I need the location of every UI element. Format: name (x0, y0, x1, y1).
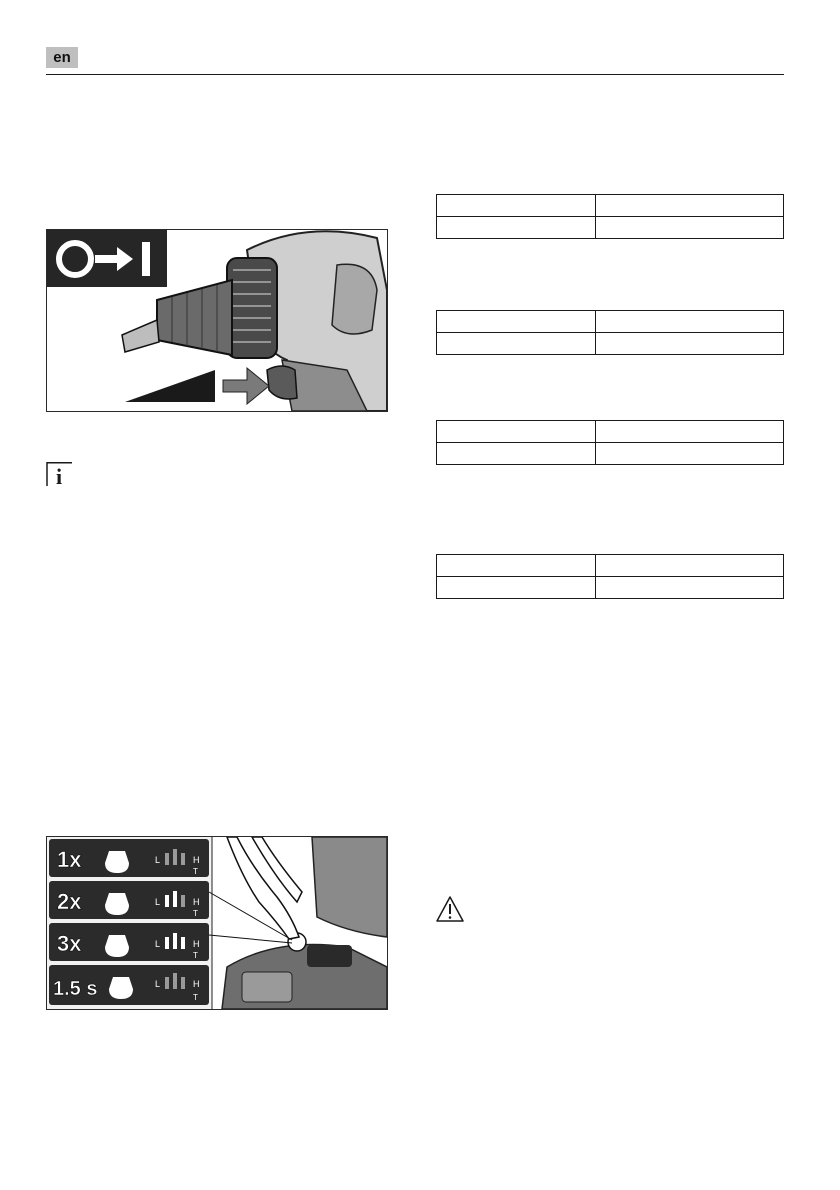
mode-row (49, 923, 209, 961)
mode-row-label: 1.5 s (53, 978, 98, 1000)
table-cell (596, 443, 784, 465)
spec-table (436, 420, 784, 465)
svg-text:T: T (193, 867, 198, 876)
svg-text:T: T (193, 909, 198, 918)
warning-icon (436, 896, 464, 922)
svg-text:T: T (193, 993, 198, 1002)
mode-row (49, 965, 209, 1005)
svg-text:L: L (155, 939, 161, 949)
svg-text:H: H (193, 855, 200, 865)
table-row (437, 195, 784, 217)
table-cell (437, 195, 596, 217)
table-cell (596, 217, 784, 239)
table-cell (437, 577, 596, 599)
table-cell (596, 333, 784, 355)
table-cell (596, 311, 784, 333)
spec-table (436, 194, 784, 239)
table-row (437, 577, 784, 599)
mode-row-label: 3x (57, 931, 82, 956)
mode-button-figure (46, 836, 388, 1010)
mode-row (49, 839, 209, 877)
table-cell (437, 217, 596, 239)
drill-switch-illustration (47, 230, 387, 411)
mode-selection-illustration (47, 837, 387, 1009)
spec-table (436, 310, 784, 355)
svg-text:L: L (155, 855, 161, 865)
svg-text:T: T (193, 951, 198, 960)
table-row (437, 217, 784, 239)
language-badge: en (46, 47, 78, 68)
svg-text:H: H (193, 979, 200, 989)
table-cell (596, 421, 784, 443)
table-row (437, 443, 784, 465)
table-cell (437, 421, 596, 443)
svg-text:H: H (193, 897, 200, 907)
table-cell (437, 555, 596, 577)
svg-text:i: i (55, 464, 63, 486)
table-cell (437, 311, 596, 333)
svg-text:H: H (193, 939, 200, 949)
svg-text:L: L (155, 897, 161, 907)
table-cell (596, 555, 784, 577)
mode-row (49, 881, 209, 919)
table-cell (596, 577, 784, 599)
info-icon (46, 462, 72, 486)
spec-table (436, 554, 784, 599)
drill-switch-figure (46, 229, 388, 412)
table-row (437, 311, 784, 333)
mode-row-label: 2x (57, 889, 82, 914)
table-cell (437, 333, 596, 355)
table-cell (437, 443, 596, 465)
svg-text:L: L (155, 979, 161, 989)
table-row (437, 421, 784, 443)
mode-row-label: 1x (57, 847, 82, 872)
table-row (437, 333, 784, 355)
header-rule (46, 74, 784, 75)
table-row (437, 555, 784, 577)
table-cell (596, 195, 784, 217)
